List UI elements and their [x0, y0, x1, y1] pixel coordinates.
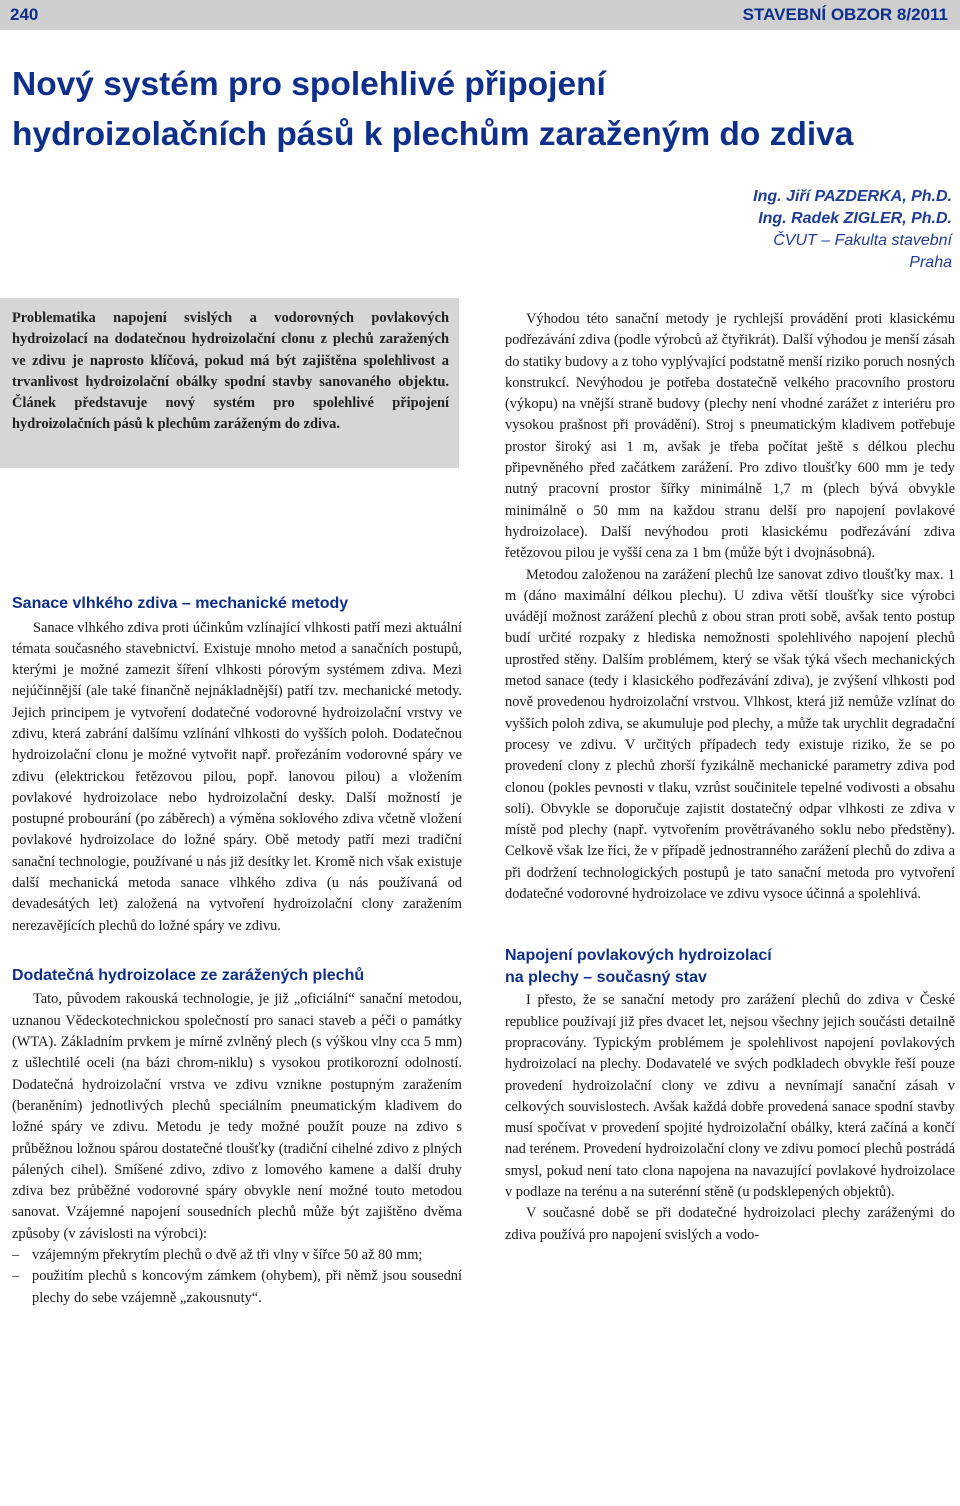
section-heading-current-state: [505, 945, 955, 988]
article-title: [12, 60, 957, 160]
abstract-text: Problematika napojení svislých a vodorovných povlakových hydroizolací na dodatečnou hydroizolační clonu z plechů zaražených ve zdivu je naprosto klíčová, pokud má být zajištěna spolehlivost a trvanlivost hydroizolační obálky spodní stavby sanovaného objektu. Článek představuje nový systém pro spolehlivé připojení hydroizolačních pásů k plechům zaráženým do zdiva.: [12, 310, 449, 433]
section-mechanical-methods-paragraph: Sanace vlhkého zdiva proti účinkům vzlínající vlhkosti patří mezi aktuální témata současného stavebnictví. Existuje mnoho metod a sanačních postupů, kterými je možné zamezit šíření vlhkosti pórovým systémem zdiva. Mezi nejúčinnější (ale také finančně nejnákladnější) patří tzv. mechanické metody. Jejich principem je vytvoření dodatečné vodorovné hydroizolační vrstvy ve zdivu, která zabrání dalšímu vzlínání vlhkosti do vyšších poloh. Dodatečnou hydroizolační clonu je možné vytvořit např. prořezáním vodorovné spáry ve zdivu (elektrickou řetězovou pilou, popř. lanovou pilou) a vložením povlakové hydroizolace nebo hydroizolační desky. Další možností je postupné probourání (po záběrech) a výměna soklového zdiva včetně vložení povlakové hydroizolace do ložné spáry. Obě metody patří mezi tradiční sanační technologie, používané u nás již desítky let. Kromě nich však existuje další mechanická metoda sanace vlhkého zdiva (u nás používaná od devadesátých let) založená na vytvoření hydroizolační clony zaražením nerezavějících plechů do ložné spáry ve zdivu.: [12, 619, 462, 934]
thickness-limits-paragraph: Metodou založenou na zarážení plechů lze sanovat zdivo tloušťky max. 1 m (dáno maximální délkou plechu). U zdiva větší tloušťky sice výrobci uvádějí možnost zarážení plechů z obou stran proti sobě, avšak tento postup budí určité rozpaky z hlediska nemožnosti spolehlivého napojení plechů uprostřed stěny. Dalším problémem, který se však týká všech mechanických metod sanace (tedy i klasického podřezávání zdiva), je zvýšení vlhkosti pod nově provedenou hydroizolační vrstvou. Vlhkost, která již nemůže vzlínat do vyšších poloh zdiva, se akumuluje pod plechy, a může tak urychlit degradační procesy ve zdivu. V určitých případech tedy existuje riziko, že se po provedení clony z plechů zhorší fyzikálně mechanické parametry zdiva pod clonou (pokles pevnosti v tlaku, vzrůst součinitele tepelné vodivosti a obsahu solí). Obvykle se doporučuje zajistit dostatečný odpar vlhkosti ze zdiva v místě pod plechy (např. vytvořením provětrávaného soklu nebo předstěny). Celkově však lze říci, že v případě jednostranného zarážení plechů do zdiva a při dodržení technologických postupů je tato sanační metoda pro vytvoření dodatečné vodorovné hydroizolace ve zdivu vysoce účinná a spolehlivá.: [505, 566, 955, 903]
affiliation-city: Praha: [909, 254, 952, 271]
title-line-2: hydroizolačních pásů k plechům zaraženým do zdiva: [12, 116, 854, 153]
list-item: – použitím plechů s koncovým zámkem (ohybem), při němž jsou sousední plechy do sebe vzájemně „zakousnuty“.: [12, 1266, 462, 1309]
journal-issue: STAVEBNÍ OBZOR 8/2011: [742, 5, 948, 24]
section-heading-driven-sheets: Dodatečná hydroizolace ze zarážených plechů: [12, 966, 365, 984]
section-driven-sheets-paragraph: Tato, původem rakouská technologie, je již „oficiální“ sanační metodou, uznanou Vědeckotechnickou společností pro sanaci staveb a péči o památky (WTA). Základním prvkem je mírně zvlněný plech (s výškou vlny cca 5 mm) z ušlechtilé oceli (na bázi chrom-niklu) s vysokou protikorozní odolností. Dodatečná hydroizolační vrstva ve zdivu vznikne postupným zaražením (beraněním) jednotlivých plechů speciálním pneumatickým kladivem do ložné spáry ve zdivu. Metodu je tedy možné použít pouze na zdivo s průběžnou ložnou spárou dostatečné tloušťky (tradiční cihelné zdivo z plných pálených cihel). Smíšené zdivo, zdivo z lomového kamene a další druhy zdiva bez průběžné vodorovné spáry obvykle není možné touto metodou sanovat. Vzájemné napojení sousedních plechů může být zajištěno dvěma způsoby (v závislosti na výrobci):: [12, 991, 462, 1242]
advantages-paragraph: Výhodou této sanační metody je rychlejší provádění proti klasickému podřezávání zdiva (podle výrobců až čtyřikrát). Další výhodou je menší zásah do statiky budovy a z toho vyplývající podstatně menší riziko poruch nosných konstrukcí. Nevýhodou je potřeba dostatečně velkého pracovního prostoru (výkopu) na vnější straně budovy (plechy není vhodné zarážet z interiéru pro vysokou prašnost při provádění). Stroj s pneumatickým kladivem potřebuje prostor široký asi 1 m, avšak je třeba počítat ještě s délkou plechu připevněného před začátkem zarážení. Pro zdivo tloušťky 600 mm je tedy nutný pracovní prostor šířky minimálně 1,7 m (plech bývá obvykle minimálně o 50 mm na každou stranu delší pro napojení povlakové hydroizolace). Další nevýhodou proti klasickému podřezávání zdiva řetězovou pilou je vyšší cena za 1 bm (může být i dvojnásobná).: [505, 311, 955, 562]
section-heading-current-state-line-1: Napojení povlakových hydroizolací: [505, 947, 772, 965]
page-number: 240: [10, 5, 39, 24]
author-1: Ing. Jiří PAZDERKA, Ph.D.: [753, 188, 952, 205]
connection-methods-list: [12, 1245, 462, 1309]
section-heading-mechanical-methods: Sanace vlhkého zdiva – mechanické metody: [12, 595, 349, 612]
title-line-1: Nový systém pro spolehlivé připojení: [12, 66, 606, 103]
current-state-paragraph: I přesto, že se sanační metody pro zarážení plechů do zdiva v České republice používají již přes dvacet let, nejsou všechny jejich součásti detailně propracovány. Typickým problémem je spolehlivost napojení povlakových hydroizolací na plechy. Dodavatelé ve svých podkladech obvykle řeší pouze provedení hydroizolační clony ve zdivu a nevnímají sanační zásah v celkových souvislostech. Avšak každá dobře provedená sanace spodní stavby musí spočívat v provedení spojité hydroizolační obálky, která začíná a končí nad terénem. Provedení hydroizolační clony ve zdivu pomocí plechů postrádá smysl, pokud není tato clona napojena na navazující povlakové hydroizolace v podlaze na terénu a na suterénní stěně (u podsklepených objektů).: [505, 992, 955, 1200]
author-2: Ing. Radek ZIGLER, Ph.D.: [758, 210, 952, 227]
section-heading-current-state-line-2: na plechy – současný stav: [505, 968, 707, 986]
affiliation: ČVUT – Fakulta stavební: [773, 232, 952, 249]
author-block: [753, 186, 952, 274]
left-column-body: [12, 593, 462, 1309]
list-item: – vzájemným překrytím plechů o dvě až tři vlny v šířce 50 až 80 mm;: [12, 1245, 462, 1266]
page-header-bar: [0, 0, 960, 30]
right-column-body: [505, 309, 955, 1246]
abstract-box: [0, 298, 459, 468]
current-practice-paragraph: V současné době se při dodatečné hydroizolaci plechy zaráženými do zdiva používá pro napojení svislých a vodo-: [505, 1205, 955, 1243]
